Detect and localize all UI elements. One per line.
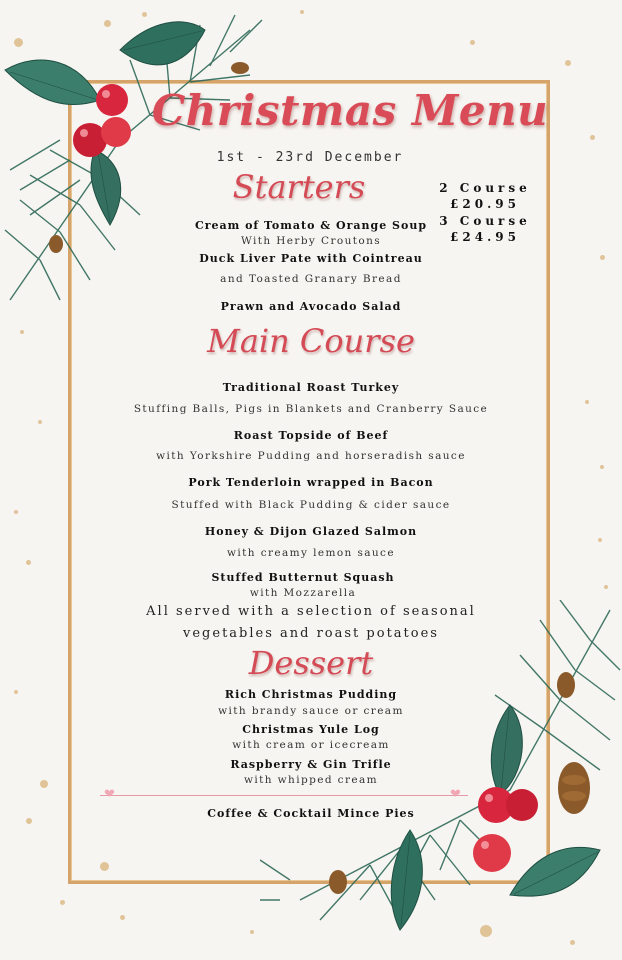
gold-speck xyxy=(590,135,595,140)
served-with-note: All served with a selection of seasonal xyxy=(146,604,476,619)
divider-line xyxy=(100,795,468,796)
gold-speck xyxy=(565,60,571,66)
gold-speck xyxy=(120,915,125,920)
main-item: Stuffed Butternut Squash xyxy=(211,571,395,584)
gold-speck xyxy=(600,465,604,469)
footer-line: Coffee & Cocktail Mince Pies xyxy=(207,807,415,820)
starter-item: Duck Liver Pate with Cointreau xyxy=(199,252,423,265)
main-item-desc: Stuffing Balls, Pigs in Blankets and Cranberry Sauce xyxy=(133,403,489,415)
main-item-desc: with creamy lemon sauce xyxy=(227,547,395,559)
price-two-course-value: £20.95 xyxy=(450,197,520,211)
main-course-heading: Main Course xyxy=(207,322,415,360)
gold-speck xyxy=(60,900,65,905)
dessert-heading: Dessert xyxy=(248,644,374,682)
main-item-desc: with Mozzarella xyxy=(249,587,357,599)
served-with-note-2: vegetables and roast potatoes xyxy=(183,626,439,641)
dessert-item-desc: with whipped cream xyxy=(243,774,379,786)
main-item: Roast Topside of Beef xyxy=(233,429,389,442)
menu-dates: 1st - 23rd December xyxy=(216,150,404,165)
main-item-desc: with Yorkshire Pudding and horseradish sauce xyxy=(156,450,466,462)
gold-speck xyxy=(470,40,475,45)
main-item: Honey & Dijon Glazed Salmon xyxy=(204,525,418,538)
price-three-course-label: 3 Course xyxy=(439,214,531,228)
starter-item-desc: and Toasted Granary Bread xyxy=(220,273,402,285)
price-three-course-value: £24.95 xyxy=(450,230,520,244)
heart-icon: ❤ xyxy=(104,787,115,802)
gold-speck xyxy=(26,560,31,565)
menu-title: Christmas Menu xyxy=(151,86,549,135)
dessert-item: Christmas Yule Log xyxy=(242,723,380,736)
gold-speck xyxy=(598,538,602,542)
heart-icon: ❤ xyxy=(450,787,461,802)
dessert-item: Raspberry & Gin Trifle xyxy=(230,758,392,771)
gold-speck xyxy=(38,420,42,424)
starter-item-desc: With Herby Croutons xyxy=(240,235,382,247)
dessert-item-desc: with cream or icecream xyxy=(232,739,390,751)
gold-speck xyxy=(300,10,304,14)
dessert-item: Rich Christmas Pudding xyxy=(224,688,398,701)
gold-speck xyxy=(250,930,254,934)
price-two-course-label: 2 Course xyxy=(439,181,531,195)
starter-item: Prawn and Avocado Salad xyxy=(220,300,402,313)
starters-heading: Starters xyxy=(232,168,366,206)
starter-item: Cream of Tomato & Orange Soup xyxy=(194,219,428,232)
main-item-desc: Stuffed with Black Pudding & cider sauce xyxy=(171,499,451,511)
main-item: Traditional Roast Turkey xyxy=(222,381,400,394)
main-item: Pork Tenderloin wrapped in Bacon xyxy=(188,476,434,489)
dessert-item-desc: with brandy sauce or cream xyxy=(218,705,404,717)
